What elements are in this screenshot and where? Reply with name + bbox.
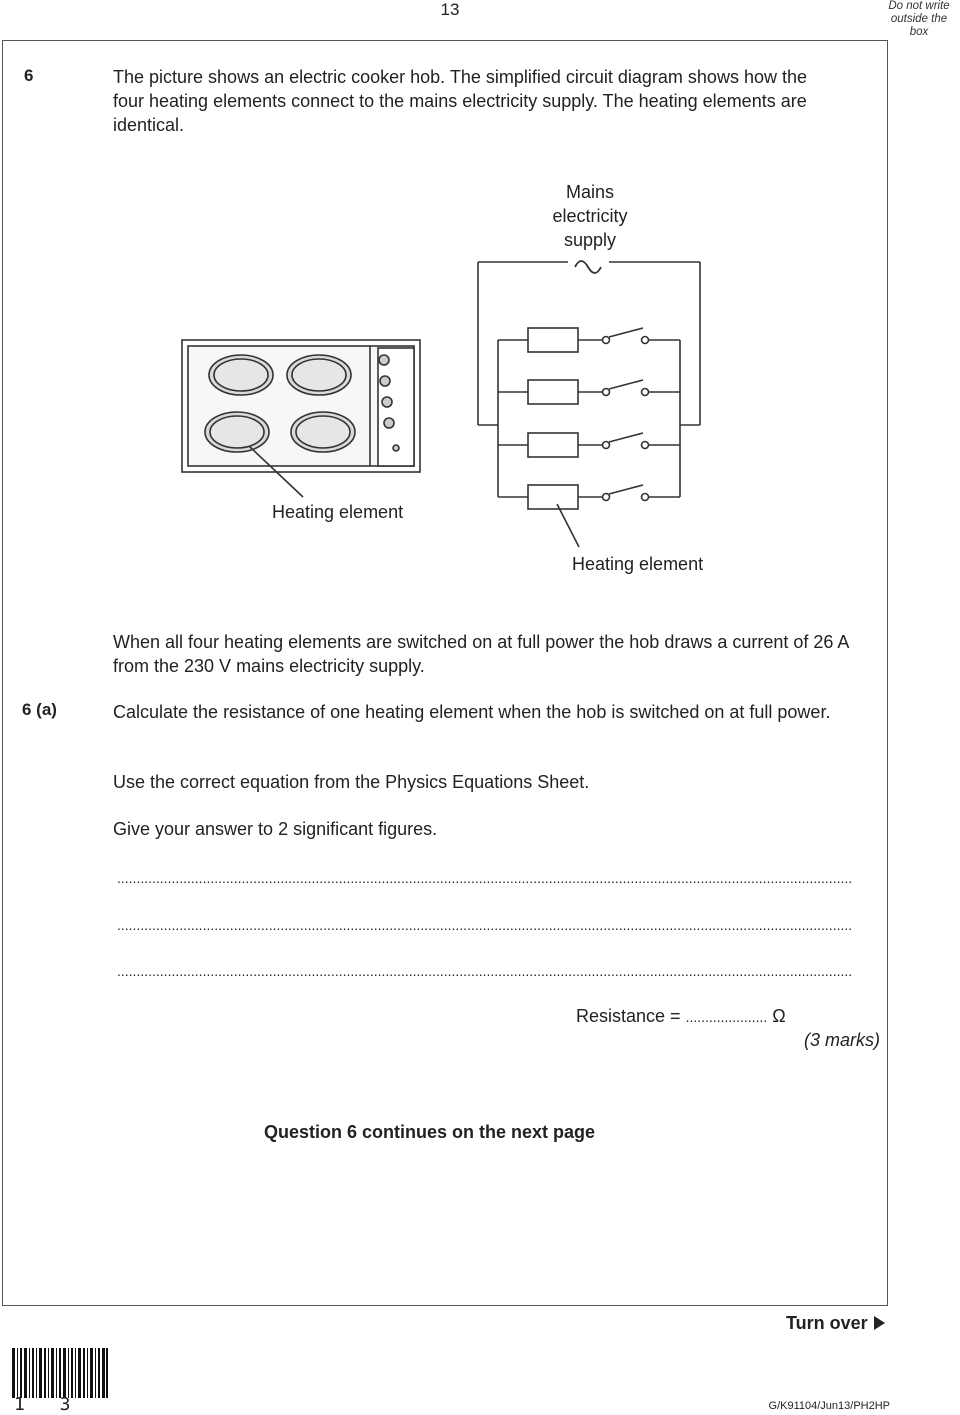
question-info: When all four heating elements are switched on at full power the hob draws a current of 26 A from the 230 V mains electricity supply. (113, 632, 849, 676)
barcode-icon (12, 1348, 108, 1398)
hob-heating-element-label: Heating element (272, 502, 404, 522)
mains-label-line-3: supply (563, 230, 617, 250)
continues-notice: Question 6 continues on the next page (264, 1122, 596, 1142)
mains-supply-label (520, 180, 660, 252)
resistance-label: Resistance = (576, 1006, 686, 1026)
circuit-diagram (478, 261, 700, 547)
working-line-3[interactable]: ............................................................................................................................................................................................. (117, 963, 853, 979)
working-line-2[interactable]: ............................................................................................................................................................................................. (117, 917, 853, 933)
marks-label: (3 marks) (804, 1030, 880, 1050)
play-arrow-icon (874, 1316, 885, 1330)
margin-note: Do not write outside the box (888, 0, 950, 38)
turn-over (786, 1313, 885, 1334)
question-number: 6 (24, 66, 34, 85)
question-intro: The picture shows an electric cooker hob. The simplified circuit diagram shows how the four heating elements connect to the mains electricity supply. The heating elements are identical. (113, 67, 807, 135)
turn-over-label: Turn over (786, 1313, 868, 1333)
resistance-answer-line (576, 1006, 786, 1027)
hob-illustration (182, 340, 420, 497)
resistance-unit: Ω (772, 1006, 786, 1026)
working-line-1[interactable]: ............................................................................................................................................................................................. (117, 870, 853, 886)
resistance-answer-field[interactable]: ..................... (685, 1009, 768, 1025)
mains-label-line-2: electricity (552, 206, 628, 226)
part-a-instruction-equation: Use the correct equation from the Physics Equations Sheet. (113, 772, 590, 792)
barcode-number: 1 3 (14, 1394, 83, 1415)
page-number: 13 (440, 0, 460, 19)
circuit-heating-element-label: Heating element (572, 554, 704, 574)
hob-circuit-figure (0, 0, 960, 620)
mains-label-line-1: Mains (565, 182, 614, 202)
paper-code: G/K91104/Jun13/PH2HP (768, 1400, 890, 1412)
part-a-number: 6 (a) (22, 700, 57, 719)
part-a-instruction-sig-figs: Give your answer to 2 significant figures. (113, 819, 438, 839)
part-a-prompt: Calculate the resistance of one heating element when the hob is switched on at full power. (113, 702, 831, 722)
